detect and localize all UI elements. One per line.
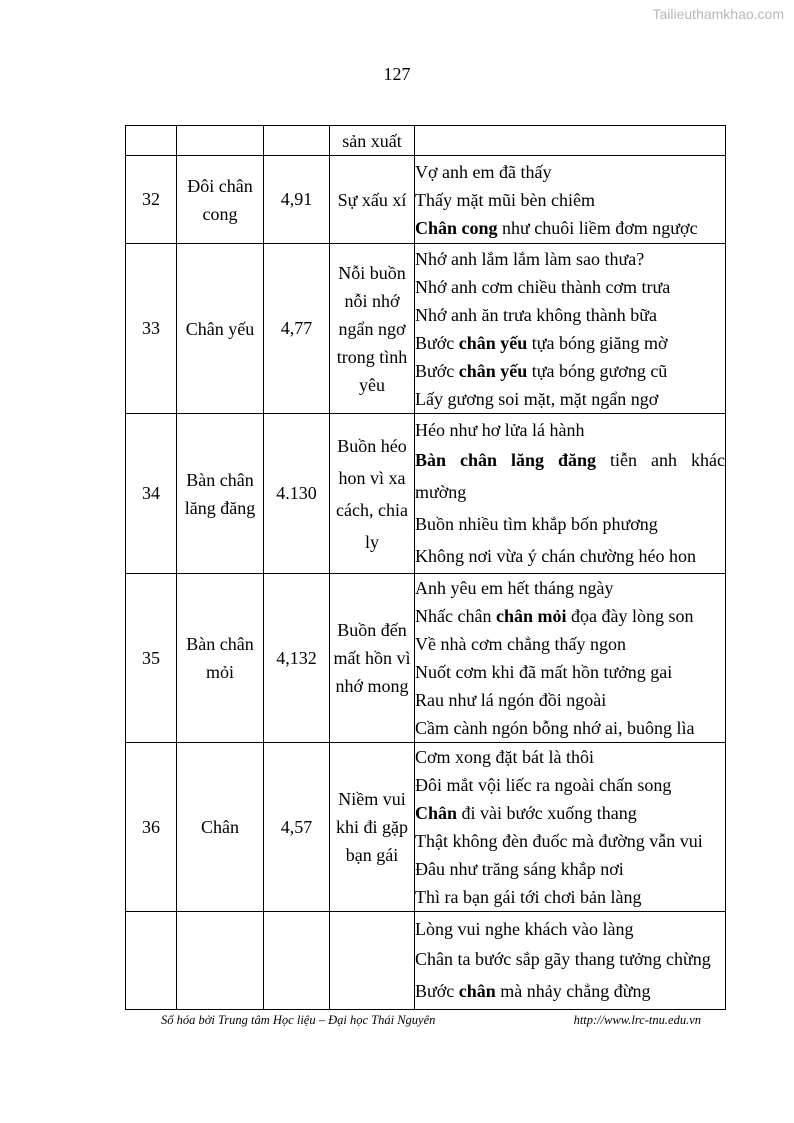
word-cell: Chân yếu <box>177 244 264 414</box>
row-number: 36 <box>126 743 177 912</box>
verse-line: Đâu như trăng sáng khắp nơi <box>415 859 624 879</box>
footer-url: http://www.lrc-tnu.edu.vn <box>573 1013 701 1027</box>
table-row <box>126 414 726 574</box>
verse-line: Bàn chân lăng đăng tiễn anh khác mường <box>415 449 725 502</box>
verse-line: Chân ta bước sắp gãy thang tưởng chừng <box>415 948 711 969</box>
table-row <box>126 126 726 156</box>
row-number: 35 <box>126 574 177 743</box>
table-row <box>126 912 726 1010</box>
verse-line: Anh yêu em hết tháng ngày <box>415 578 614 598</box>
footer-credit: Số hóa bởi Trung tâm Học liệu – Đại học Thái Nguyên <box>161 1013 436 1027</box>
word-cell: Bàn chân mỏi <box>177 574 264 743</box>
verse-line: Chân đi vài bước xuống thang <box>415 803 637 823</box>
verse-line: Cầm cành ngón bỗng nhớ ai, buông lìa <box>415 718 695 738</box>
verse-cell <box>415 244 726 414</box>
verse-line: Không nơi vừa ý chán chường héo hon <box>415 545 696 566</box>
verse-line: Chân cong như chuôi liềm đơm ngược <box>415 217 698 238</box>
score-cell: 4,57 <box>264 743 330 912</box>
verse-line: Thấy mặt mũi bèn chiêm <box>415 189 595 210</box>
meaning-cell: Buồn đến mất hồn vì nhớ mong <box>330 574 415 743</box>
page-number: 127 <box>383 64 411 84</box>
row-number: 34 <box>126 414 177 574</box>
verse-line: Nhấc chân chân mỏi đọa đày lòng son <box>415 606 694 626</box>
meaning-cell: Buồn héo hon vì xa cách, chia ly <box>330 414 415 574</box>
verse-cell <box>415 156 726 244</box>
verse-line: Nhớ anh lắm lắm làm sao thưa? <box>415 248 645 269</box>
verse-line: Thật không đèn đuốc mà đường vẫn vui <box>415 831 703 851</box>
row-number <box>126 126 177 156</box>
row-number: 33 <box>126 244 177 414</box>
table-row <box>126 156 726 244</box>
score-cell <box>264 126 330 156</box>
score-cell: 4.130 <box>264 414 330 574</box>
verse-line: Lòng vui nghe khách vào làng <box>415 918 634 939</box>
verse-cell <box>415 743 726 912</box>
verse-line: Vợ anh em đã thấy <box>415 161 552 182</box>
verse-line: Buồn nhiều tìm khắp bốn phương <box>415 513 658 534</box>
data-table <box>125 125 726 1010</box>
verse-cell <box>415 126 726 156</box>
meaning-cell: Niềm vui khi đi gặp bạn gái <box>330 743 415 912</box>
meaning-cell <box>330 912 415 1010</box>
verse-cell <box>415 574 726 743</box>
verse-cell <box>415 414 726 574</box>
verse-line: Héo như hơ lửa lá hành <box>415 419 585 440</box>
table-row <box>126 743 726 912</box>
word-cell: Đôi chân cong <box>177 156 264 244</box>
verse-line: Về nhà cơm chẳng thấy ngon <box>415 634 626 654</box>
table-row <box>126 244 726 414</box>
meaning-cell: sản xuất <box>330 126 415 156</box>
verse-line: Nuốt cơm khi đã mất hồn tưởng gai <box>415 662 673 682</box>
verse-line: Lấy gương soi mặt, mặt ngẩn ngơ <box>415 388 659 409</box>
meaning-cell: Nỗi buồn nỗi nhớ ngẩn ngơ trong tình yêu <box>330 244 415 414</box>
verse-line: Thì ra bạn gái tới chơi bản làng <box>415 887 642 907</box>
score-cell <box>264 912 330 1010</box>
verse-line: Bước chân yếu tựa bóng gương cũ <box>415 360 668 381</box>
verse-line: Bước chân yếu tựa bóng giăng mờ <box>415 332 668 353</box>
verse-line: Nhớ anh ăn trưa không thành bữa <box>415 304 657 325</box>
word-cell: Chân <box>177 743 264 912</box>
verse-line: Bước chân mà nhảy chẳng đừng <box>415 980 651 1001</box>
verse-line: Nhớ anh cơm chiều thành cơm trưa <box>415 276 671 297</box>
score-cell: 4,77 <box>264 244 330 414</box>
row-number <box>126 912 177 1010</box>
score-cell: 4,132 <box>264 574 330 743</box>
verse-line: Đôi mắt vội liếc ra ngoài chấn song <box>415 775 672 795</box>
verse-cell <box>415 912 726 1010</box>
table-row <box>126 574 726 743</box>
word-cell <box>177 126 264 156</box>
meaning-cell: Sự xấu xí <box>330 156 415 244</box>
word-cell: Bàn chân lăng đăng <box>177 414 264 574</box>
verse-line: Cơm xong đặt bát là thôi <box>415 747 594 767</box>
score-cell: 4,91 <box>264 156 330 244</box>
watermark: Tailieuthamkhao.com <box>652 6 784 22</box>
word-cell <box>177 912 264 1010</box>
row-number: 32 <box>126 156 177 244</box>
verse-line: Rau như lá ngón đồi ngoài <box>415 690 607 710</box>
